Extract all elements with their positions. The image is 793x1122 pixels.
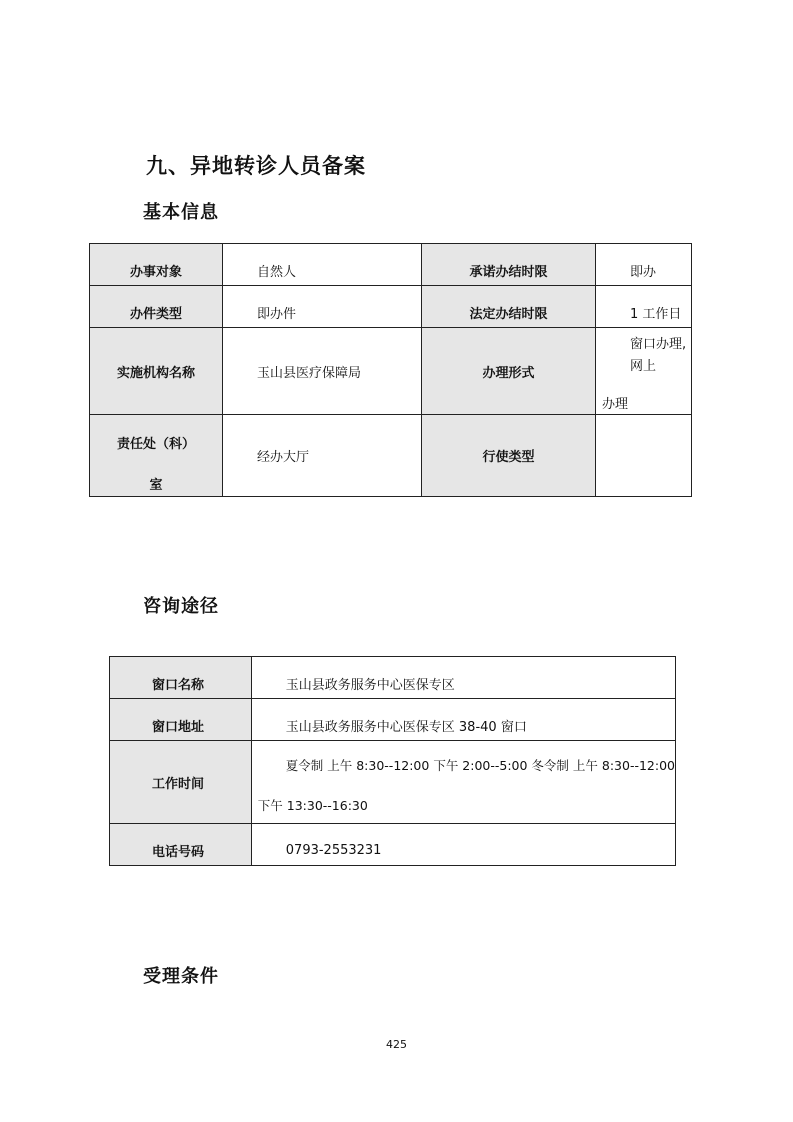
page-title: 九、异地转诊人员备案	[146, 154, 366, 178]
section-heading-consult: 咨询途径	[143, 596, 219, 617]
value-promise-time: 即办	[596, 244, 692, 286]
value-handling-form	[596, 328, 692, 415]
label-promise-time: 承诺办结时限	[422, 244, 596, 286]
label-work-hours: 工作时间	[110, 741, 252, 824]
label-case-type: 办件类型	[90, 286, 223, 328]
label-responsible-dept	[90, 415, 223, 497]
label-service-object: 办事对象	[90, 244, 223, 286]
page-number: 425	[386, 1038, 407, 1051]
value-org-name: 玉山县医疗保障局	[223, 328, 422, 415]
label-window-name: 窗口名称	[110, 657, 252, 699]
table-row	[90, 286, 692, 328]
basic-info-table	[89, 243, 692, 497]
label-exercise-type: 行使类型	[422, 415, 596, 497]
consult-table	[109, 656, 676, 866]
section-heading-accept: 受理条件	[143, 966, 219, 987]
label-window-address: 窗口地址	[110, 699, 252, 741]
label-handling-form: 办理形式	[422, 328, 596, 415]
responsible-dept-line-1: 责任处（科）	[116, 437, 195, 452]
value-window-name: 玉山县政务服务中心医保专区	[251, 657, 675, 699]
label-org-name: 实施机构名称	[90, 328, 223, 415]
value-legal-time: 1 工作日	[596, 286, 692, 328]
handling-form-line-2: 办理	[602, 397, 629, 412]
work-hours-line-1: 夏令制 上午 8:30--12:00 下午 2:00--5:00 冬令制 上午 8:30--12:00	[285, 758, 675, 773]
table-row	[90, 244, 692, 286]
value-window-address: 玉山县政务服务中心医保专区 38-40 窗口	[251, 699, 675, 741]
value-phone: 0793-2553231	[251, 824, 675, 866]
table-row	[90, 328, 692, 415]
label-legal-time: 法定办结时限	[422, 286, 596, 328]
value-work-hours	[251, 741, 675, 824]
table-row	[110, 657, 676, 699]
value-case-type: 即办件	[223, 286, 422, 328]
value-exercise-type	[596, 415, 692, 497]
value-service-object: 自然人	[223, 244, 422, 286]
table-row	[90, 415, 692, 497]
handling-form-line-1: 窗口办理,网上	[630, 337, 687, 374]
section-heading-basic-info: 基本信息	[143, 202, 219, 223]
responsible-dept-line-2: 室	[149, 478, 163, 493]
table-row	[110, 699, 676, 741]
value-responsible-dept: 经办大厅	[223, 415, 422, 497]
label-phone: 电话号码	[110, 824, 252, 866]
table-row	[110, 824, 676, 866]
work-hours-line-2: 下午 13:30--16:30	[257, 798, 368, 813]
table-row	[110, 741, 676, 824]
